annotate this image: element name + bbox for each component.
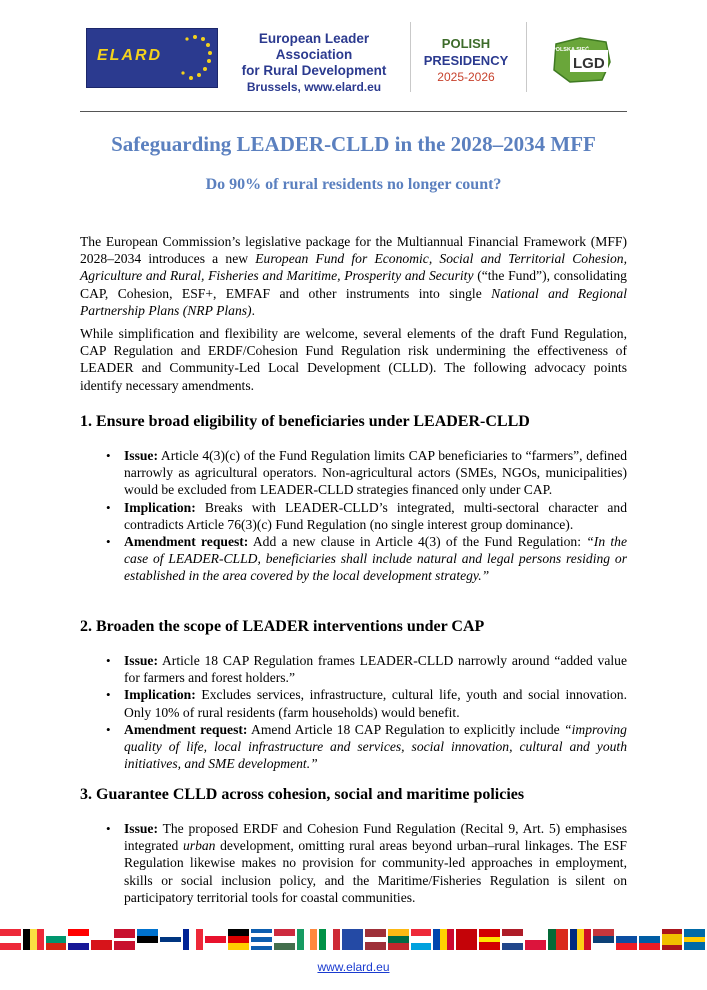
sweden-flag-icon <box>684 929 705 950</box>
elard-logo <box>86 28 218 88</box>
section-2-list <box>106 652 627 772</box>
header-divider <box>526 22 527 92</box>
member-state-flags <box>0 929 707 950</box>
list-item: • Amendment request: Amend Article 18 CAP Regulation to explicitly include “improving quality of life, local infrastructure and services, social innovation, cultural and youth initiatives, and SME development.” <box>106 721 627 773</box>
elard-logo-text: ELARD <box>97 47 163 64</box>
romania-flag-icon <box>570 929 591 950</box>
luxembourg-flag-icon <box>411 929 432 950</box>
north-macedonia-flag-icon <box>479 929 500 950</box>
lgd-text: LGD <box>573 55 605 72</box>
germany-flag-icon <box>228 929 249 950</box>
presidency-badge: POLISH PRESIDENCY 2025-2026 <box>423 36 509 84</box>
list-item: • Implication: Excludes services, infrastructure, cultural life, youth and social innovation. Only 10% of rural residents (farm households) would benefit. <box>106 686 627 720</box>
list-item: • Issue: Article 18 CAP Regulation frames LEADER-CLLD narrowly around “added value for farmers and forest holders.” <box>106 652 627 686</box>
montenegro-flag-icon <box>456 929 477 950</box>
lgd-small-text: POLSKA SIEĆ <box>552 47 590 53</box>
serbia-flag-icon <box>593 929 614 950</box>
ireland-flag-icon <box>297 929 318 950</box>
header-rule <box>80 111 627 112</box>
georgia-flag-icon <box>205 929 226 950</box>
section-heading: 3. Guarantee CLLD across cohesion, social and maritime policies <box>80 786 525 803</box>
header-divider <box>410 22 411 92</box>
netherlands-flag-icon <box>502 929 523 950</box>
czechia-flag-icon <box>91 929 112 950</box>
page-header <box>0 0 707 110</box>
hungary-flag-icon <box>274 929 295 950</box>
spain-flag-icon <box>662 929 683 950</box>
intro-paragraph-2: While simplification and flexibility are welcome, several elements of the draft Fund Regulation, CAP Regulation and ERDF/Cohesion Fund Regulation risk undermining the effectiveness of LEADER and Community-Led Local Development (CLLD). The following advocacy points identify necessary amendments. <box>80 326 627 393</box>
list-item: • Issue: Article 4(3)(c) of the Fund Regulation limits CAP beneficiaries to “farmers”, defined narrowly as agricultural operators. Non-agricultural actors (SMEs, NGOs, municipalities) would be excluded from LEADER-CLLD strategies financed only under CAP. <box>106 447 627 499</box>
website-link[interactable]: www.elard.eu <box>317 960 390 974</box>
section-1-list <box>106 447 627 585</box>
section-heading: 1. Ensure broad eligibility of beneficiaries under LEADER-CLLD <box>80 413 530 430</box>
denmark-flag-icon <box>114 929 135 950</box>
list-item: • Amendment request: Add a new clause in Article 4(3) of the Fund Regulation: “In the case of LEADER-CLLD, beneficiaries shall include natural and legal persons residing or established in the area covered by the local development strategy.” <box>106 533 627 585</box>
eu-stars-icon <box>173 33 213 83</box>
france-flag-icon <box>183 929 204 950</box>
italy-flag-icon <box>319 929 340 950</box>
page-title: Safeguarding LEADER-CLLD in the 2028–2034 MFF <box>111 132 596 156</box>
page-footer <box>0 960 707 974</box>
moldova-flag-icon <box>433 929 454 950</box>
slovenia-flag-icon <box>639 929 660 950</box>
list-item: • Implication: Breaks with LEADER-CLLD’s integrated, multi-sectoral character and contradicts Article 76(3)(c) Fund Regulation (no single interest group dominance). <box>106 499 627 533</box>
lgd-logo <box>550 36 612 84</box>
austria-flag-icon <box>0 929 21 950</box>
croatia-flag-icon <box>68 929 89 950</box>
kosovo-flag-icon <box>342 929 363 950</box>
intro-paragraph-1: The European Commission’s legislative package for the Multiannual Financial Framework (MFF) 2028–2034 introduces a new European Fund for Economic, Social and Territorial Cohesion, Agriculture and Rural, Fisheries and Maritime, Prosperity and Security (“the Fund”), consolidating CAP, Cohesion, ESF+, EMFAF and other instruments into single National and Regional Partnership Plans (NRP Plans). <box>80 234 627 318</box>
greece-flag-icon <box>251 929 272 950</box>
estonia-flag-icon <box>137 929 158 950</box>
section-3-list <box>106 820 627 906</box>
belgium-flag-icon <box>23 929 44 950</box>
list-item: • Issue: The proposed ERDF and Cohesion Fund Regulation (Recital 9, Art. 5) emphasises integrated urban development, omitting rural areas beyond urban–rural linkages. The ESF Regulation likewise makes no provision for community-led approaches in employment, skills or social inclusion policy, and the Maritime/Fisheries Regulation is silent on participatory territorial tools for coastal communities. <box>106 820 627 906</box>
portugal-flag-icon <box>548 929 569 950</box>
lithuania-flag-icon <box>388 929 409 950</box>
finland-flag-icon <box>160 929 181 950</box>
slovakia-flag-icon <box>616 929 637 950</box>
section-heading: 2. Broaden the scope of LEADER interventions under CAP <box>80 618 485 635</box>
latvia-flag-icon <box>365 929 386 950</box>
page-subtitle: Do 90% of rural residents no longer count? <box>205 176 502 193</box>
bulgaria-flag-icon <box>46 929 67 950</box>
poland-flag-icon <box>525 929 546 950</box>
organization-name: European Leader Association for Rural Development Brussels, www.elard.eu <box>241 31 387 94</box>
